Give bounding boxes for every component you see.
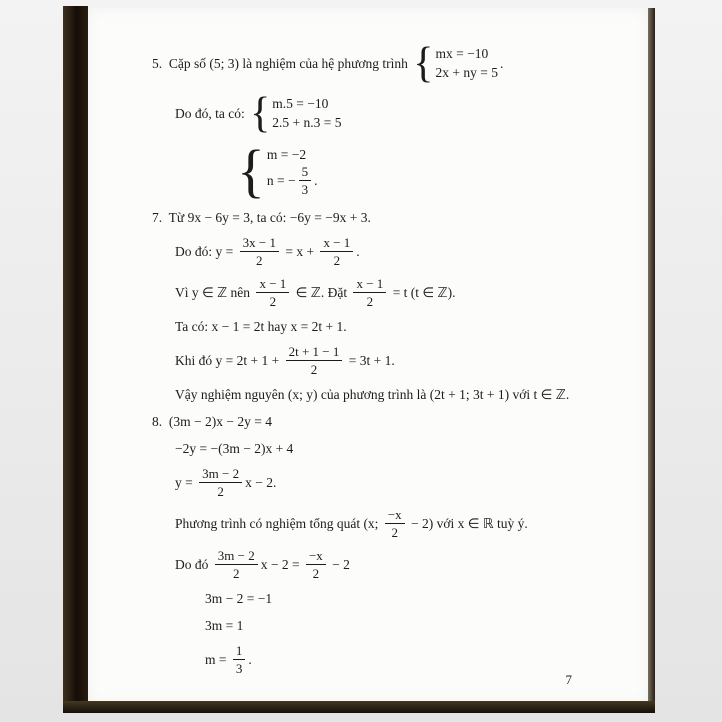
math-line [152,39,634,87]
equation-system-row [435,63,497,82]
math-text: Do đó: y = [175,244,237,259]
book-bottom-shadow [63,701,655,713]
fraction-denominator: 3 [301,182,309,197]
fraction-denominator: 2 [269,294,277,309]
math-text: . [314,173,318,188]
fraction-denominator: 2 [256,253,263,268]
fraction-denominator: 2 [333,253,341,268]
math-line [175,344,634,377]
math-text: Do đó [175,557,212,572]
math-text: = 3t + 1. [345,353,395,368]
fraction-numerator: 3x − 1 [240,235,279,252]
fraction-numerator: 2t + 1 − 1 [286,344,343,361]
page-number: 7 [565,672,572,687]
math-line [175,276,634,309]
equation-system [237,137,318,204]
math-line [175,89,634,137]
math-text: x − 2. [245,475,277,490]
fraction-denominator: 2 [310,362,318,377]
math-line [235,137,634,204]
math-line [175,235,634,268]
math-line [175,507,634,540]
fraction [320,235,353,268]
math-text: Do đó, ta có: [175,105,249,121]
math-text: Phương trình có nghiệm tổng quát (x; [175,516,382,531]
equation-system-rows [267,145,318,197]
math-text: − 2) với x ∈ ℝ tuỳ ý. [407,516,528,531]
math-line [152,412,634,431]
math-text: 2.5 + n.3 = 5 [272,115,342,130]
fraction [199,466,242,499]
fraction [306,548,326,581]
fraction-numerator: x − 1 [320,235,353,252]
math-text: = x + [281,244,318,259]
fraction [233,643,246,676]
fraction-denominator: 2 [312,566,320,581]
math-text: y = [175,475,197,490]
math-line [175,317,634,336]
math-text: x − 2 = [260,557,303,572]
page-content [152,39,634,684]
fraction [240,235,279,268]
left-brace-icon: { [250,89,271,137]
math-line [152,208,634,227]
math-text: ∈ ℤ. Đặt [292,285,351,300]
equation-system [250,89,342,137]
math-text: Vậy nghiệm nguyên (x; y) của phương trình là (2t + 1; 3t + 1) với t ∈ ℤ. [175,387,570,402]
math-text: . [248,652,252,667]
math-text: = t (t ∈ ℤ). [389,285,456,300]
equation-system-row [267,145,318,164]
equation-system [413,39,498,87]
math-text: 5. Cặp số (5; 3) là nghiệm của hệ phương trình [152,55,412,71]
page-right-edge-shadow [648,8,655,704]
math-text: − 2 [328,557,350,572]
math-line [175,548,634,581]
math-text: mx = −10 [435,46,489,61]
fraction [299,164,312,197]
math-text: 2x + ny = 5 [435,65,498,80]
equation-system-rows [435,44,497,82]
fraction-numerator: 1 [233,643,246,660]
math-text: m = −2 [266,147,307,162]
math-text: Ta có: x − 1 = 2t hay x = 2t + 1. [175,319,347,334]
math-text: 7. Từ 9x − 6y = 3, ta có: −6y = −9x + 3. [152,210,371,225]
math-text: Vì y ∈ ℤ nên [175,285,254,300]
book-page [88,8,648,704]
fraction-denominator: 2 [391,525,398,540]
fraction-numerator: x − 1 [256,276,289,293]
fraction-numerator: x − 1 [353,276,386,293]
fraction [256,276,289,309]
math-text: Khi đó y = 2t + 1 + [175,353,283,368]
fraction-denominator: 2 [217,484,224,499]
equation-system-rows [272,94,341,132]
math-text: m.5 = −10 [272,96,329,111]
equation-system-row [435,44,497,63]
math-line [205,589,634,608]
math-text: m = [205,652,230,667]
math-line [175,466,634,499]
fraction-numerator: 3m − 2 [215,548,258,565]
fraction [385,507,405,540]
math-text: . [499,55,504,71]
fraction-denominator: 2 [366,294,374,309]
fraction [353,276,386,309]
left-brace-icon: { [413,39,434,87]
math-line [175,385,634,404]
book-spine-shadow [63,6,88,706]
fraction-denominator: 3 [235,661,243,676]
fraction [286,344,343,377]
math-line [205,616,634,635]
fraction-numerator: 3m − 2 [199,466,242,483]
fraction-denominator: 2 [232,566,240,581]
equation-system-row [267,164,318,197]
equation-system-row [272,113,341,132]
math-text: 3m = 1 [205,618,244,633]
left-brace-icon: { [237,137,265,204]
equation-system-row [272,94,341,113]
fraction [215,548,258,581]
math-text: 8. (3m − 2)x − 2y = 4 [152,414,272,429]
math-text: 3m − 2 = −1 [205,591,273,606]
math-text: . [356,244,360,259]
fraction-numerator: −x [306,548,326,565]
fraction-numerator: 5 [299,164,312,181]
fraction-numerator: −x [385,507,405,524]
math-text: n = − [266,173,296,188]
math-line [175,439,634,458]
math-text: −2y = −(3m − 2)x + 4 [175,441,294,456]
